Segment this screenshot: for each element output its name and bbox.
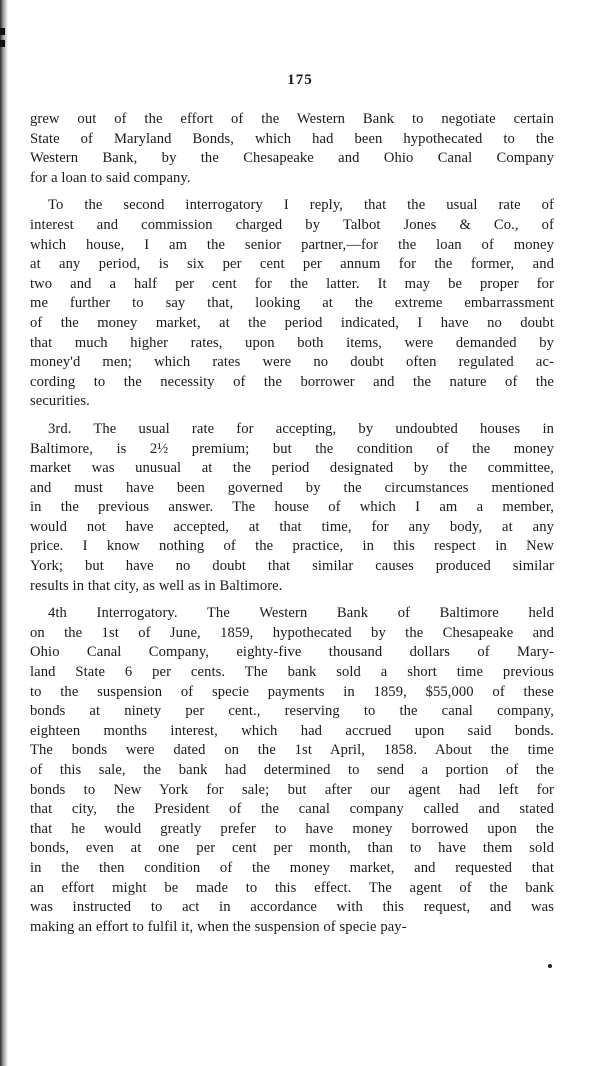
text-line: State of Maryland Bonds, which had been hypothecated to the	[30, 130, 554, 147]
paragraph	[30, 420, 554, 596]
text-line: eighteen months interest, which had accrued upon said bonds.	[30, 722, 554, 739]
text-line: that city, the President of the canal company called and stated	[30, 801, 554, 818]
text-line: The bonds were dated on the 1st April, 1858. About the time	[30, 742, 554, 759]
text-line: Ohio Canal Company, eighty-five thousand dollars of Mary-	[30, 644, 554, 661]
text-line: in the then condition of the money market, and requested that	[30, 859, 554, 876]
text-line: interest and commission charged by Talbot Jones & Co., of	[30, 216, 554, 233]
text-line: money'd men; which rates were no doubt often regulated ac-	[30, 354, 554, 371]
text-line: bonds at ninety per cent., reserving to the canal company,	[30, 703, 554, 720]
text-line: that he would greatly prefer to have money borrowed upon the	[30, 820, 554, 837]
text-line: bonds to New York for sale; but after our agent had left for	[30, 781, 554, 798]
text-line: at any period, is six per cent per annum for the former, and	[30, 256, 554, 273]
text-line: in the previous answer. The house of which I am a member,	[30, 499, 554, 516]
text-line: market was unusual at the period designated by the committee,	[30, 460, 554, 477]
text-line: of this sale, the bank had determined to send a portion of the	[30, 762, 554, 778]
text-line: was instructed to act in accordance with this request, and was	[30, 899, 554, 916]
binding-edge	[0, 0, 8, 1066]
text-line: for a loan to said company.	[30, 169, 191, 186]
text-line: on the 1st of June, 1859, hypothecated by the Chesapeake and	[30, 624, 554, 641]
edge-mark	[0, 28, 5, 35]
text-line: cording to the necessity of the borrower and the nature of the	[30, 373, 554, 390]
text-line: of the money market, at the period indicated, I have no doubt	[30, 314, 554, 331]
paragraph	[30, 110, 554, 188]
text-line: Baltimore, is 2½ premium; but the condition of the money	[30, 440, 554, 457]
text-line: Western Bank, by the Chesapeake and Ohio Canal Company	[30, 150, 554, 167]
text-line: bonds, even at one per cent per month, than to have them sold	[30, 840, 554, 857]
text-line: and must have been governed by the circumstances mentioned	[30, 479, 554, 496]
text-line: land State 6 per cents. The bank sold a short time previous	[30, 664, 554, 681]
text-line: to the suspension of specie payments in 1859, $55,000 of these	[30, 683, 554, 700]
text-line: that much higher rates, upon both items, were demanded by	[30, 334, 554, 351]
paragraph	[30, 196, 554, 412]
page-number: 175	[287, 72, 313, 88]
text-line: 4th Interrogatory. The Western Bank of Baltimore held	[48, 605, 554, 622]
edge-mark	[0, 40, 5, 47]
text-line: an effort might be made to this effect. The agent of the bank	[30, 879, 554, 896]
text-line: securities.	[30, 393, 90, 410]
text-line: results in that city, as well as in Baltimore.	[30, 577, 283, 594]
text-line: would not have accepted, at that time, for any body, at any	[30, 518, 554, 535]
text-line: making an effort to fulfil it, when the suspension of specie pay-	[30, 918, 407, 935]
text-line: price. I know nothing of the practice, in this respect in New	[30, 538, 554, 555]
text-line: To the second interrogatory I reply, that the usual rate of	[48, 197, 554, 214]
text-line: grew out of the effort of the Western Bank to negotiate certain	[30, 111, 554, 127]
paragraph	[30, 604, 554, 937]
text-line: York; but have no doubt that similar causes produced similar	[30, 558, 554, 575]
ink-speck	[548, 964, 552, 968]
text-line: me further to say that, looking at the extreme embarrassment	[30, 295, 554, 312]
text-line: 3rd. The usual rate for accepting, by undoubted houses in	[48, 420, 554, 437]
text-line: two and a half per cent for the latter. It may be proper for	[30, 275, 554, 292]
body-text	[30, 110, 554, 937]
text-line: which house, I am the senior partner,—for the loan of money	[30, 236, 554, 253]
